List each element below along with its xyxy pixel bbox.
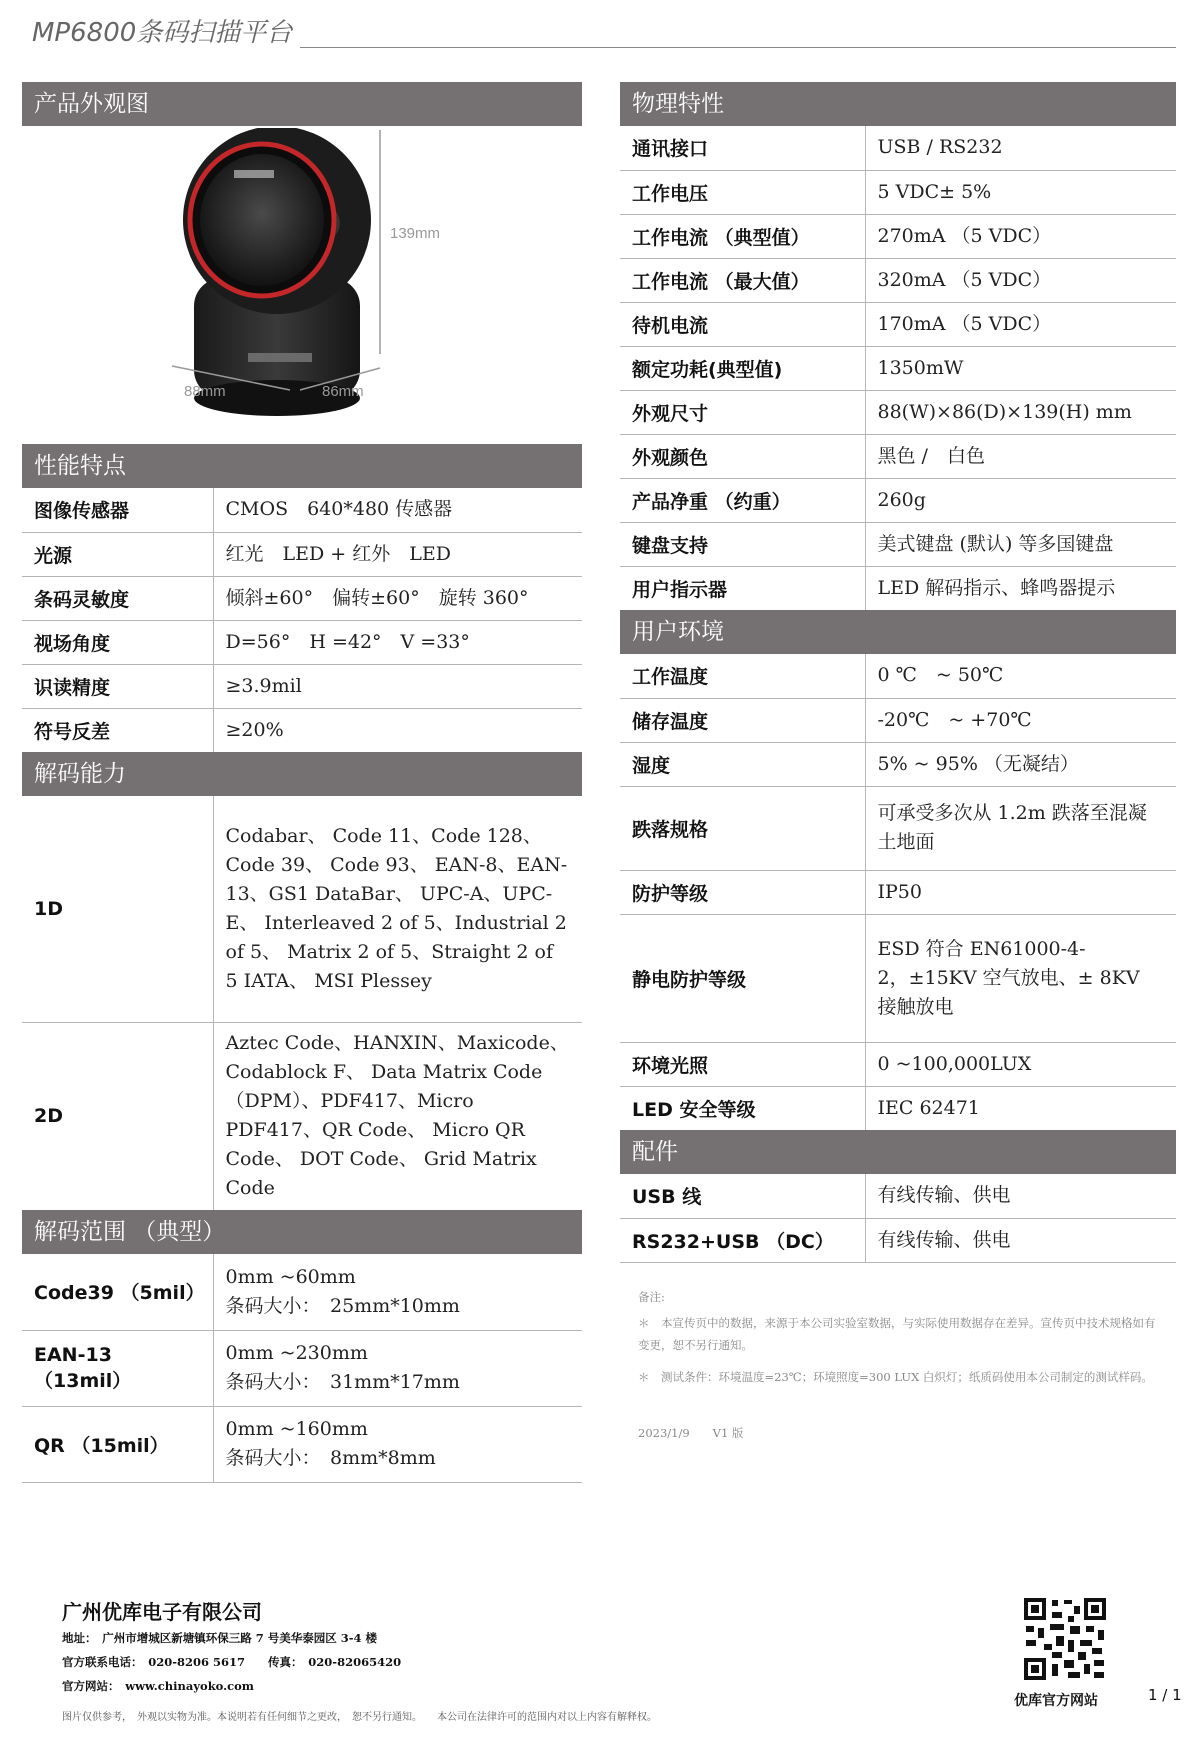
range-distance: 0mm ~160mm <box>225 1418 368 1440</box>
spec-value: 1350mW <box>865 346 1176 390</box>
spec-value: 5% ~ 95% （无凝结） <box>865 742 1176 786</box>
spec-key: 光源 <box>22 532 213 576</box>
table-row <box>22 1022 582 1210</box>
depth-dim-label: 86mm <box>322 383 364 400</box>
table-row <box>620 566 1176 610</box>
qr-code-icon <box>1022 1596 1108 1682</box>
range-distance: 0mm ~230mm <box>225 1342 368 1364</box>
environment-table <box>620 654 1176 1131</box>
spec-value: 可承受多次从 1.2m 跌落至混凝土地面 <box>865 786 1176 870</box>
section-appearance-title: 产品外观图 <box>22 82 582 126</box>
spec-key: 视场角度 <box>22 620 213 664</box>
spec-value: IEC 62471 <box>865 1086 1176 1130</box>
spec-value: Codabar、 Code 11、Code 128、Code 39、 Code 93、 EAN-8、EAN-13、GS1 DataBar、 UPC-A、UPC-E、 Interleaved 2 of 5、Industrial 2 of 5、 Matrix 2 of 5、Straight 2 of 5 IATA、 MSI Plessey <box>213 796 582 1022</box>
table-row <box>620 214 1176 258</box>
spec-value: 有线传输、供电 <box>865 1218 1176 1262</box>
spec-key: 1D <box>22 796 213 1022</box>
table-row <box>22 1254 582 1330</box>
decode-table <box>22 796 582 1211</box>
table-row <box>22 664 582 708</box>
spec-key: 条码灵敏度 <box>22 576 213 620</box>
spec-value: Aztec Code、HANXIN、Maxicode、Codablock F、 Data Matrix Code （DPM）、PDF417、Micro PDF417、QR Code、 Micro QR Code、 DOT Code、 Grid Matrix Code <box>213 1022 582 1210</box>
section-decode-title: 解码能力 <box>22 752 582 796</box>
spec-key: 外观颜色 <box>620 434 865 478</box>
spec-key: 工作电流 （最大值） <box>620 258 865 302</box>
spec-value: 5 VDC± 5% <box>865 170 1176 214</box>
spec-value: CMOS 640*480 传感器 <box>213 488 582 532</box>
table-row <box>22 576 582 620</box>
company-website: 官方网站： www.chinayoko.com <box>62 1679 254 1693</box>
spec-value: D=56° H =42° V =33° <box>213 620 582 664</box>
spec-key: 环境光照 <box>620 1042 865 1086</box>
performance-table <box>22 488 582 753</box>
spec-key: QR （15mil） <box>22 1406 213 1482</box>
range-distance: 0mm ~60mm <box>225 1265 356 1288</box>
spec-key: 跌落规格 <box>620 786 865 870</box>
table-row <box>620 1218 1176 1262</box>
spec-key: EAN-13 （13mil） <box>22 1330 213 1406</box>
disclaimer: 图片仅供参考， 外观以实物为准。本说明若有任何细节之更改， 恕不另行通知。 本公司在法律许可的范围内对以上内容有解释权。 <box>62 1712 657 1723</box>
width-dim-label: 88mm <box>184 383 226 400</box>
table-row <box>620 1086 1176 1130</box>
spec-key: 湿度 <box>620 742 865 786</box>
table-row <box>22 620 582 664</box>
spec-key: 用户指示器 <box>620 566 865 610</box>
spec-key: 工作电压 <box>620 170 865 214</box>
spec-key: Code39 （5mil） <box>22 1254 213 1330</box>
range-size: 条码大小： 25mm*10mm <box>225 1294 460 1317</box>
spec-key: 2D <box>22 1022 213 1210</box>
table-row <box>620 914 1176 1042</box>
table-row <box>620 1174 1176 1218</box>
spec-key: 识读精度 <box>22 664 213 708</box>
spec-value: 倾斜±60° 偏转±60° 旋转 360° <box>213 576 582 620</box>
spec-value: 美式键盘 (默认) 等多国键盘 <box>865 522 1176 566</box>
table-row <box>22 708 582 752</box>
table-row <box>22 1406 582 1482</box>
spec-value: 320mA （5 VDC） <box>865 258 1176 302</box>
table-row <box>620 870 1176 914</box>
spec-value: IP50 <box>865 870 1176 914</box>
spec-value: LED 解码指示、蜂鸣器提示 <box>865 566 1176 610</box>
company-phone: 官方联系电话： 020-8206 5617 传真： 020-82065420 <box>62 1655 402 1669</box>
section-environment-title: 用户环境 <box>620 610 1176 654</box>
table-row <box>620 522 1176 566</box>
spec-key: 符号反差 <box>22 708 213 752</box>
table-row <box>620 126 1176 170</box>
spec-value: 170mA （5 VDC） <box>865 302 1176 346</box>
note-date: 2023/1/9 V1 版 <box>638 1426 744 1440</box>
spec-value: ≥20% <box>213 708 582 752</box>
section-performance-title: 性能特点 <box>22 444 582 488</box>
spec-value: 88(W)×86(D)×139(H) mm <box>865 390 1176 434</box>
spec-key: 通讯接口 <box>620 126 865 170</box>
spec-key: 额定功耗(典型值) <box>620 346 865 390</box>
table-row <box>620 478 1176 522</box>
table-row <box>620 742 1176 786</box>
spec-key: 工作温度 <box>620 654 865 698</box>
table-row <box>620 1042 1176 1086</box>
product-image <box>22 128 582 444</box>
spec-value: 有线传输、供电 <box>865 1174 1176 1218</box>
spec-value: 0 ℃ ~ 50℃ <box>865 654 1176 698</box>
company-name: 广州优库电子有限公司 <box>62 1600 262 1624</box>
table-row <box>620 170 1176 214</box>
spec-value: 260g <box>865 478 1176 522</box>
note-2: ＊ 测试条件：环境温度=23℃；环境照度=300 LUX 白炽灯；纸质码使用本公司制定的测试样码。 <box>638 1370 1153 1384</box>
notes-title: 备注: <box>638 1290 665 1304</box>
table-row <box>620 698 1176 742</box>
spec-value: -20℃ ~ +70℃ <box>865 698 1176 742</box>
table-row <box>620 390 1176 434</box>
spec-key: 工作电流 （典型值） <box>620 214 865 258</box>
page-title: MP6800条码扫描平台 <box>32 18 293 48</box>
spec-value: USB / RS232 <box>865 126 1176 170</box>
physical-table <box>620 126 1176 611</box>
spec-value: ≥3.9mil <box>213 664 582 708</box>
table-row <box>620 302 1176 346</box>
spec-value: 0 ~100,000LUX <box>865 1042 1176 1086</box>
table-row <box>22 796 582 1022</box>
spec-value: ESD 符合 EN61000-4-2，±15KV 空气放电、± 8KV 接触放电 <box>865 914 1176 1042</box>
height-dim-label: 139mm <box>390 225 441 242</box>
spec-key: 外观尺寸 <box>620 390 865 434</box>
table-row <box>22 1330 582 1406</box>
table-row <box>620 434 1176 478</box>
spec-key: 图像传感器 <box>22 488 213 532</box>
spec-key: 键盘支持 <box>620 522 865 566</box>
spec-value: 270mA （5 VDC） <box>865 214 1176 258</box>
note-1: ＊ 本宣传页中的数据，来源于本公司实验室数据，与实际使用数据存在差异。宣传页中技术规格如有变更，恕不另行通知。 <box>638 1316 1156 1352</box>
table-row <box>22 488 582 532</box>
table-row <box>620 786 1176 870</box>
section-accessories-title: 配件 <box>620 1130 1176 1174</box>
section-physical-title: 物理特性 <box>620 82 1176 126</box>
spec-value: 黑色 / 白色 <box>865 434 1176 478</box>
range-table <box>22 1254 582 1483</box>
spec-key: LED 安全等级 <box>620 1086 865 1130</box>
spec-key: 防护等级 <box>620 870 865 914</box>
table-row <box>620 654 1176 698</box>
company-address: 地址： 广州市增城区新塘镇环保三路 7 号美华泰园区 3-4 楼 <box>62 1631 378 1645</box>
spec-key: 待机电流 <box>620 302 865 346</box>
spec-key: 静电防护等级 <box>620 914 865 1042</box>
table-row <box>620 258 1176 302</box>
spec-key: 产品净重 （约重） <box>620 478 865 522</box>
spec-key: 储存温度 <box>620 698 865 742</box>
header-rule <box>300 47 1176 48</box>
spec-value: 红光 LED + 红外 LED <box>213 532 582 576</box>
table-row <box>22 532 582 576</box>
spec-key: USB 线 <box>620 1174 865 1218</box>
accessories-table <box>620 1174 1176 1263</box>
range-size: 条码大小： 8mm*8mm <box>225 1447 436 1469</box>
table-row <box>620 346 1176 390</box>
range-size: 条码大小： 31mm*17mm <box>225 1371 460 1393</box>
section-range-title: 解码范围 （典型） <box>22 1210 582 1254</box>
spec-key: RS232+USB （DC） <box>620 1218 865 1262</box>
qr-label: 优库官方网站 <box>1014 1693 1098 1709</box>
page-number: 1 / 1 <box>1148 1686 1182 1704</box>
